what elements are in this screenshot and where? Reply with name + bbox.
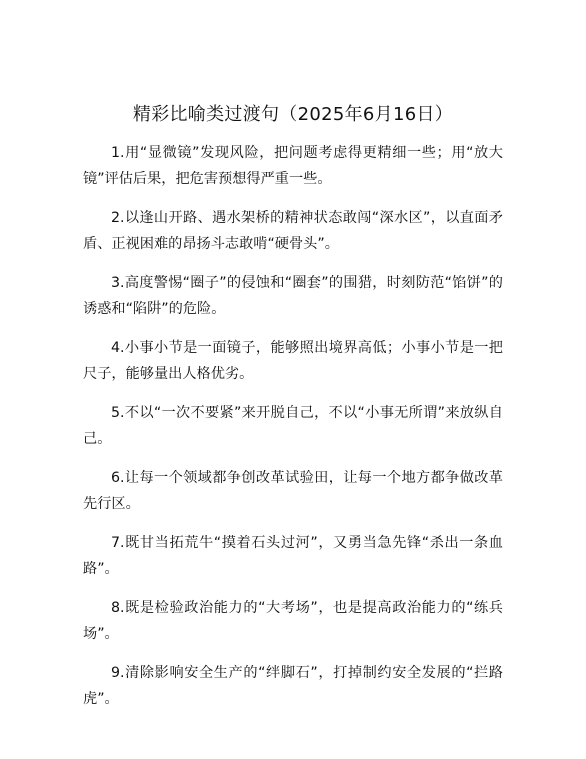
sentence-item-5: 5.不以“一次不要紧”来开脱自己，不以“小事无所谓”来放纵自己。 (83, 405, 503, 447)
sentence-item-3: 3.高度警惕“圈子”的侵蚀和“圈套”的围猎，时刻防范“馅饼”的诱惑和“陷阱”的危险。 (83, 275, 503, 317)
sentence-item-4: 4.小事小节是一面镜子，能够照出境界高低；小事小节是一把尺子，能够量出人格优劣。 (83, 340, 503, 382)
sentence-item-8: 8.既是检验政治能力的“大考场”，也是提高政治能力的“练兵场”。 (83, 600, 503, 642)
sentence-item-7: 7.既甘当拓荒牛“摸着石头过河”，又勇当急先锋“杀出一条血路”。 (83, 535, 503, 577)
document-title: 精彩比喻类过渡句（2025年6月16日） (132, 104, 454, 125)
sentence-list (83, 140, 503, 725)
sentence-item-6: 6.让每一个领域都争创改革试验田，让每一个地方都争做改革先行区。 (83, 470, 503, 512)
sentence-item-2: 2.以逢山开路、遇水架桥的精神状态敢闯“深水区”，以直面矛盾、正视困难的昂扬斗志敢啃“硬骨头”。 (83, 210, 503, 252)
sentence-item-9: 9.清除影响安全生产的“绊脚石”，打掉制约安全发展的“拦路虎”。 (83, 665, 503, 707)
sentence-item-1: 1.用“显微镜”发现风险，把问题考虑得更精细一些；用“放大镜”评估后果，把危害预想得严重一些。 (83, 145, 503, 187)
